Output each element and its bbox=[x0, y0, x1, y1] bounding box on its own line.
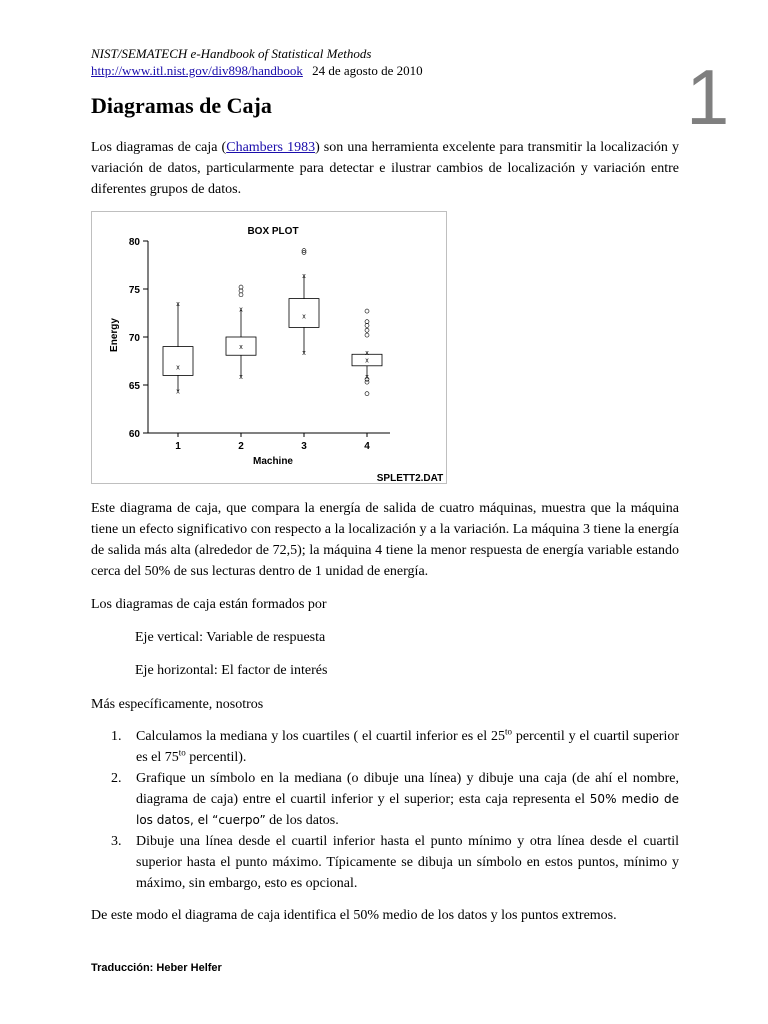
min-marker: x bbox=[239, 373, 243, 381]
outlier-point bbox=[365, 309, 369, 313]
min-marker: x bbox=[365, 373, 369, 381]
page-title: Diagramas de Caja bbox=[91, 93, 272, 118]
y-tick-label: 70 bbox=[128, 333, 140, 344]
max-marker: x bbox=[302, 273, 306, 281]
footer-credit: Traducción: Heber Helfer bbox=[91, 962, 222, 974]
header-source: NIST/SEMATECH e-Handbook of Statistical Methods bbox=[91, 46, 372, 61]
box-plot-chart bbox=[92, 212, 448, 485]
median-marker: x bbox=[302, 313, 306, 321]
x-tick-label: 3 bbox=[301, 441, 307, 452]
steps-list bbox=[91, 726, 679, 894]
list-text: percentil y el cuartil superior es el 75 bbox=[136, 729, 679, 765]
handbook-link[interactable]: http://www.itl.nist.gov/div898/handbook bbox=[91, 63, 303, 78]
page-number: 1 bbox=[686, 53, 730, 141]
list-number: 1. bbox=[111, 729, 122, 744]
intro-paragraph bbox=[91, 137, 679, 200]
max-marker: x bbox=[365, 349, 369, 357]
header-date: 24 de agosto de 2010 bbox=[312, 63, 423, 78]
list-text: de los datos. bbox=[265, 813, 339, 828]
superscript: to bbox=[504, 726, 512, 737]
min-marker: x bbox=[302, 349, 306, 357]
list-item bbox=[91, 768, 679, 831]
list-text: Grafique un símbolo en la mediana (o dibuje una línea) y dibuje una caja (de ahí el nombre, diagrama de caja) entre el cuartil inferior y el superior; esta caja representa el bbox=[136, 771, 679, 807]
box-plot-figure bbox=[91, 211, 447, 484]
paragraph-5: De este modo el diagrama de caja identifica el 50% medio de los datos y los puntos extremos. bbox=[91, 908, 617, 923]
median-marker: x bbox=[365, 357, 369, 365]
plot-area bbox=[129, 237, 390, 452]
outlier-point bbox=[365, 320, 369, 324]
chart-dataset-label: SPLETT2.DAT bbox=[376, 473, 444, 484]
y-tick-label: 65 bbox=[128, 381, 140, 392]
x-tick-label: 2 bbox=[238, 441, 244, 452]
paragraph-4: Más específicamente, nosotros bbox=[91, 697, 264, 712]
median-marker: x bbox=[176, 364, 180, 372]
min-marker: x bbox=[176, 388, 180, 396]
header-line bbox=[91, 63, 423, 79]
outlier-point bbox=[239, 293, 243, 297]
outlier-point bbox=[365, 328, 369, 332]
axis-horizontal-text: Eje horizontal: El factor de interés bbox=[135, 663, 328, 678]
paragraph-2: Este diagrama de caja, que compara la energía de salida de cuatro máquinas, muestra que la máquina tiene un efecto significativo con respecto a la localización y a la variación. La máquina 3 tiene la energía de salida más alta (alrededor de 72,5); la máquina 4 tiene la menor respuesta de energía variable estando cerca del 50% de sus lecturas dentro de 1 unidad de energía. bbox=[91, 501, 679, 579]
y-tick-label: 75 bbox=[128, 285, 140, 296]
chambers-link[interactable]: Chambers 1983 bbox=[226, 140, 316, 155]
x-tick-label: 1 bbox=[175, 441, 181, 452]
list-text-mono: 50% medio de los datos, el “cuerpo” bbox=[136, 792, 679, 827]
max-marker: x bbox=[239, 306, 243, 314]
x-tick-label: 4 bbox=[364, 441, 370, 452]
y-tick-label: 60 bbox=[128, 429, 140, 440]
list-item bbox=[91, 831, 679, 894]
list-number: 3. bbox=[111, 834, 122, 849]
outlier-point bbox=[239, 285, 243, 289]
intro-text-1: Los diagramas de caja ( bbox=[91, 140, 227, 155]
outlier-point bbox=[365, 323, 369, 327]
outlier-point bbox=[365, 333, 369, 337]
y-tick-label: 80 bbox=[128, 237, 140, 248]
outlier-point bbox=[239, 289, 243, 293]
paragraph-3: Los diagramas de caja están formados por bbox=[91, 597, 327, 612]
superscript: to bbox=[178, 747, 186, 758]
chart-ylabel: Energy bbox=[109, 318, 120, 352]
list-item bbox=[91, 726, 679, 768]
median-marker: x bbox=[239, 344, 243, 352]
list-number: 2. bbox=[111, 771, 122, 786]
list-text: Dibuje una línea desde el cuartil inferior hasta el punto mínimo y otra línea desde el cuartil superior hasta el punto máximo. Típicamente se dibuja un símbolo en estos puntos, mínimo y máximo, sin embargo, esto es opcional. bbox=[136, 834, 679, 891]
list-text: Calculamos la mediana y los cuartiles ( el cuartil inferior es el 25 bbox=[136, 729, 505, 744]
chart-xlabel: Machine bbox=[252, 456, 294, 467]
outlier-point bbox=[365, 392, 369, 396]
chart-title: BOX PLOT bbox=[247, 226, 299, 237]
max-marker: x bbox=[176, 300, 180, 308]
axis-vertical-text: Eje vertical: Variable de respuesta bbox=[135, 630, 326, 645]
intro-text-2: ) son una herramienta excelente para transmitir la localización y variación de datos, particularmente para detectar e ilustrar cambios de localización y variación entre diferentes grupos de datos. bbox=[91, 140, 679, 197]
list-text: percentil). bbox=[185, 750, 247, 765]
